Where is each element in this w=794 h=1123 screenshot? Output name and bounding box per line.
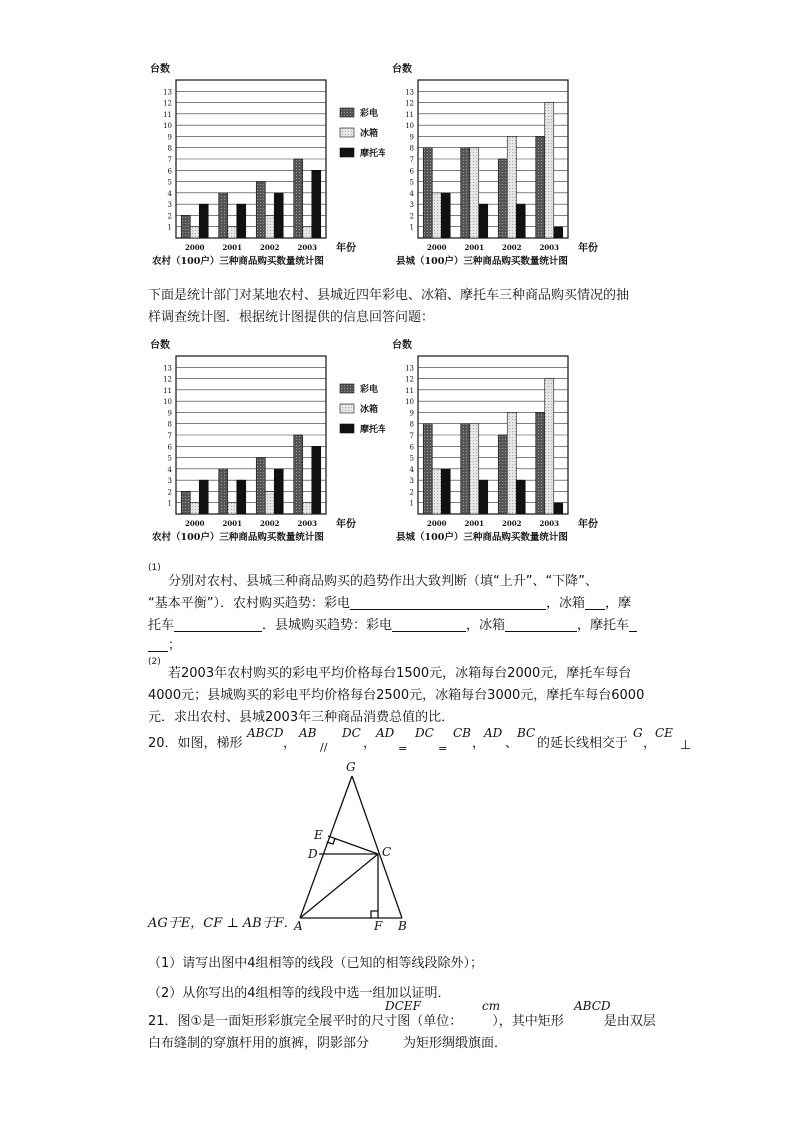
x-tick-label: 2001: [222, 519, 242, 528]
bar-冰箱-2000: [190, 227, 199, 238]
legend-swatch-彩电: [340, 384, 354, 393]
bar-彩电-2001: [461, 424, 470, 514]
rural-chart-top-svg: [140, 58, 385, 268]
y-axis-title: 台数: [150, 340, 170, 351]
chart-caption: 农村（100户）三种商品购买数量统计图: [152, 532, 324, 543]
bar-摩托车-2001: [479, 480, 488, 514]
y-tick-label: 7: [409, 432, 414, 440]
y-tick-label: 9: [409, 133, 414, 142]
y-tick-label: 8: [409, 144, 414, 153]
y-tick-label: 6: [409, 443, 414, 452]
q2-line-3: 元．求出农村、县城2003年三种商品消费总值的比．: [148, 710, 455, 725]
p21-DCEF: DCEF: [385, 999, 421, 1013]
p21-cm: cm: [482, 999, 501, 1013]
y-tick-label: 4: [167, 465, 172, 474]
y-tick-label: 3: [167, 477, 172, 486]
y-axis-title: 台数: [392, 64, 412, 75]
q1-text-county-moto: ，摩托车: [577, 618, 630, 633]
q1-line-2: [148, 594, 631, 614]
p20-line-1: [148, 734, 243, 754]
y-tick-label: 3: [409, 477, 414, 486]
county-fridge-trend-blank[interactable]: [505, 617, 577, 632]
x-tick-label: 2001: [464, 519, 484, 528]
bar-摩托车-2000: [199, 480, 208, 514]
bar-冰箱-2000: [432, 469, 441, 514]
bar-彩电-2003: [294, 435, 303, 514]
x-tick-label: 2002: [260, 243, 280, 252]
q1-text-rural-fridge: ，冰箱: [545, 596, 585, 611]
y-tick-label: 6: [409, 167, 414, 176]
x-axis-unit: 年份: [336, 519, 356, 530]
y-tick-label: 10: [405, 398, 414, 407]
rural-chart-top: [140, 58, 385, 268]
bar-彩电-2002: [498, 159, 507, 238]
y-tick-label: 8: [167, 144, 172, 153]
rural-chart-bottom-svg: [140, 334, 385, 544]
y-tick-label: 11: [405, 110, 414, 119]
y-tick-label: 1: [167, 223, 172, 232]
bar-彩电-2000: [181, 491, 190, 514]
p20-AD-2: AD: [484, 726, 503, 740]
y-tick-label: 1: [409, 223, 414, 232]
q1-text-county-tv: ．县城购买趋势：彩电: [262, 618, 393, 633]
bar-彩电-2003: [536, 412, 545, 514]
p21-line-1: [148, 1012, 656, 1032]
p20-parallel: //: [320, 741, 328, 754]
y-tick-label: 3: [409, 201, 414, 210]
q1-line-1: 分别对农村、县城三种商品购买的趋势作出大致判断（填“上升”、“下降”、: [168, 574, 598, 589]
y-tick-label: 8: [409, 420, 414, 429]
bar-摩托车-2001: [479, 204, 488, 238]
y-tick-label: 4: [409, 465, 414, 474]
q2-number: (2): [148, 657, 161, 667]
bar-冰箱-2002: [507, 136, 516, 238]
y-tick-label: 11: [405, 386, 414, 395]
county-chart-top: [382, 58, 614, 268]
bar-彩电-2000: [181, 215, 190, 238]
p20-eq-2: =: [438, 742, 448, 755]
y-tick-label: 7: [409, 156, 414, 164]
bar-摩托车-2003: [312, 446, 321, 514]
county-moto-trend-blank-cont[interactable]: [148, 637, 168, 652]
y-tick-label: 5: [409, 454, 414, 463]
p20-comma-4: ，: [643, 736, 657, 751]
legend-swatch-彩电: [340, 108, 354, 117]
y-tick-label: 9: [409, 409, 414, 418]
bar-彩电-2002: [256, 458, 265, 514]
p20-G: G: [633, 726, 643, 740]
p20-prefix: 20．如图，梯形: [148, 736, 243, 751]
x-tick-label: 2002: [260, 519, 280, 528]
p20-DC: DC: [342, 726, 361, 740]
bar-冰箱-2001: [228, 503, 237, 514]
bar-摩托车-2000: [199, 204, 208, 238]
y-tick-label: 13: [163, 88, 172, 97]
bar-摩托车-2003: [554, 227, 563, 238]
label-A: A: [294, 919, 303, 933]
p20-AB: AB: [299, 726, 317, 740]
y-tick-label: 2: [409, 488, 414, 497]
bar-彩电-2003: [536, 136, 545, 238]
x-tick-label: 2003: [297, 519, 317, 528]
p20-sub-1: （1）请写出图中4组相等的线段（已知的相等线段除外）；: [148, 956, 484, 971]
legend-swatch-冰箱: [340, 404, 354, 413]
q1-line-3: [148, 616, 637, 636]
rural-moto-trend-blank[interactable]: [174, 617, 262, 632]
bar-冰箱-2001: [470, 424, 479, 514]
bar-摩托车-2003: [312, 170, 321, 238]
p20-eq-1: =: [398, 742, 408, 755]
x-axis-unit: 年份: [578, 243, 598, 254]
p20-DC-2: DC: [415, 726, 434, 740]
legend-label-摩托车: 摩托车: [360, 425, 385, 435]
bar-彩电-2001: [219, 193, 228, 238]
legend-swatch-摩托车: [340, 148, 354, 157]
y-tick-label: 1: [409, 499, 414, 508]
legend-swatch-冰箱: [340, 128, 354, 137]
y-tick-label: 1: [167, 499, 172, 508]
y-tick-label: 5: [167, 178, 172, 187]
q1-text-county-fridge: ，冰箱: [466, 618, 506, 633]
y-tick-label: 2: [167, 488, 172, 497]
q1-text-moto: 托车: [148, 618, 175, 633]
x-tick-label: 2000: [185, 519, 205, 528]
rural-fridge-trend-blank[interactable]: [585, 595, 605, 610]
bar-冰箱-2003: [545, 379, 554, 514]
intro-line-1: 下面是统计部门对某地农村、县城近四年彩电、冰箱、摩托车三种商品购买情况的抽: [148, 288, 630, 303]
county-chart-bottom-svg: [382, 334, 614, 544]
right-angle-mark-F: [371, 911, 378, 918]
bar-摩托车-2000: [441, 469, 450, 514]
p20-comma-2: ，: [363, 736, 377, 751]
county-chart-bottom: [382, 334, 614, 544]
y-tick-label: 7: [167, 156, 172, 164]
bar-冰箱-2001: [470, 148, 479, 238]
q1-text-rural-tv: “基本平衡”）．农村购买趋势：彩电: [148, 596, 350, 611]
chart-caption: 农村（100户）三种商品购买数量统计图: [152, 256, 324, 267]
bar-彩电-2000: [423, 424, 432, 514]
p20-CE: CE: [655, 726, 673, 740]
legend-label-摩托车: 摩托车: [360, 149, 385, 159]
p20-dun: 、: [505, 736, 519, 751]
y-tick-label: 10: [163, 122, 172, 131]
y-tick-label: 10: [405, 122, 414, 131]
bar-冰箱-2003: [545, 103, 554, 238]
y-axis-title: 台数: [150, 64, 170, 75]
legend-label-彩电: 彩电: [360, 385, 379, 395]
y-tick-label: 4: [167, 189, 172, 198]
p20-AD: AD: [376, 726, 395, 740]
y-tick-label: 11: [163, 386, 172, 395]
bar-彩电-2003: [294, 159, 303, 238]
bar-彩电-2001: [461, 148, 470, 238]
p20-comma-1: ，: [283, 736, 297, 751]
y-tick-label: 13: [405, 364, 414, 373]
p20-ABCD: ABCD: [247, 726, 284, 740]
y-tick-label: 5: [167, 454, 172, 463]
q1-number: (1): [148, 563, 161, 573]
y-tick-label: 9: [167, 133, 172, 142]
y-tick-label: 8: [167, 420, 172, 429]
bar-彩电-2000: [423, 148, 432, 238]
bar-冰箱-2002: [265, 215, 274, 238]
x-axis-unit: 年份: [336, 243, 356, 254]
label-E: E: [314, 828, 323, 842]
legend-label-冰箱: 冰箱: [360, 405, 379, 415]
label-C: C: [382, 845, 392, 859]
bar-冰箱-2003: [303, 227, 312, 238]
y-tick-label: 2: [409, 212, 414, 221]
legend-swatch-摩托车: [340, 424, 354, 433]
y-tick-label: 10: [163, 398, 172, 407]
label-B: B: [398, 919, 407, 933]
q1-semicolon: ；: [168, 638, 182, 653]
label-D: D: [308, 847, 318, 861]
bar-冰箱-2003: [303, 503, 312, 514]
x-tick-label: 2001: [222, 243, 242, 252]
p20-sub-2: （2）从你写出的4组相等的线段中选一组加以证明．: [148, 986, 451, 1001]
y-tick-label: 6: [167, 443, 172, 452]
intro-line-2: 样调查统计图．根据统计图提供的信息回答问题：: [148, 310, 435, 325]
county-moto-trend-blank[interactable]: [629, 617, 637, 632]
bar-冰箱-2000: [190, 503, 199, 514]
p21-ABCD: ABCD: [574, 999, 611, 1013]
y-tick-label: 5: [409, 178, 414, 187]
bar-冰箱-2002: [507, 412, 516, 514]
trapezoid-figure: [290, 758, 420, 933]
y-tick-label: 3: [167, 201, 172, 210]
x-tick-label: 2002: [502, 519, 522, 528]
bar-摩托车-2000: [441, 193, 450, 238]
y-tick-label: 7: [167, 432, 172, 440]
county-tv-trend-blank[interactable]: [392, 617, 466, 632]
x-tick-label: 2000: [185, 243, 205, 252]
q2-line-2: 4000元；县城购买的彩电平均价格每台2500元，冰箱每台3000元，摩托车每台6000: [148, 688, 645, 703]
y-tick-label: 12: [163, 375, 172, 384]
p21-text-c: 是由双层: [603, 1014, 656, 1029]
p20-line-2: AG于E，CF ⊥ AB于F．: [148, 916, 297, 931]
bar-摩托车-2001: [237, 204, 246, 238]
bar-摩托车-2002: [516, 480, 525, 514]
x-tick-label: 2000: [427, 519, 447, 528]
x-tick-label: 2003: [539, 519, 559, 528]
bar-摩托车-2002: [516, 204, 525, 238]
x-tick-label: 2003: [297, 243, 317, 252]
p21-text-b: ），其中矩形: [492, 1014, 564, 1029]
p20-CB: CB: [453, 726, 471, 740]
p20-perp: ⊥: [680, 738, 692, 753]
label-F: F: [374, 919, 383, 933]
y-tick-label: 4: [409, 189, 414, 198]
y-tick-label: 11: [163, 110, 172, 119]
legend-label-彩电: 彩电: [360, 109, 379, 119]
y-axis-title: 台数: [392, 340, 412, 351]
p21-text-a: 21．图①是一面矩形彩旗完全展平时的尺寸图（单位：: [148, 1014, 463, 1029]
bar-冰箱-2000: [432, 193, 441, 238]
y-tick-label: 6: [167, 167, 172, 176]
y-tick-label: 12: [163, 99, 172, 108]
p20-extension-text: 的延长线相交于: [537, 736, 629, 751]
y-tick-label: 12: [405, 375, 414, 384]
y-tick-label: 9: [167, 409, 172, 418]
x-axis-unit: 年份: [578, 519, 598, 530]
y-tick-label: 2: [167, 212, 172, 221]
q1-text-rural-moto: ，摩: [605, 596, 632, 611]
bar-彩电-2002: [498, 435, 507, 514]
x-tick-label: 2003: [539, 243, 559, 252]
x-tick-label: 2002: [502, 243, 522, 252]
x-tick-label: 2000: [427, 243, 447, 252]
y-tick-label: 13: [405, 88, 414, 97]
x-tick-label: 2001: [464, 243, 484, 252]
bar-冰箱-2001: [228, 227, 237, 238]
bar-摩托车-2002: [274, 193, 283, 238]
label-G: G: [346, 760, 356, 774]
bar-冰箱-2002: [265, 491, 274, 514]
bar-摩托车-2001: [237, 480, 246, 514]
p21-text-d: 白布缝制的穿旗杆用的旗裤，阴影部分: [148, 1036, 370, 1051]
bar-摩托车-2002: [274, 469, 283, 514]
p21-text-e: 为矩形绸缎旗面．: [403, 1036, 508, 1051]
rural-chart-bottom: [140, 334, 385, 544]
chart-caption: 县城（100户）三种商品购买数量统计图: [396, 532, 568, 543]
p20-comma-3: ，: [472, 736, 486, 751]
chart-caption: 县城（100户）三种商品购买数量统计图: [396, 256, 568, 267]
county-chart-top-svg: [382, 58, 614, 268]
y-tick-label: 12: [405, 99, 414, 108]
bar-彩电-2001: [219, 469, 228, 514]
bar-彩电-2002: [256, 182, 265, 238]
p20-BC: BC: [517, 726, 536, 740]
p21-line-2: [148, 1034, 507, 1054]
q2-line-1: 若2003年农村购买的彩电平均价格每台1500元，冰箱每台2000元，摩托车每台: [168, 666, 632, 681]
bar-摩托车-2003: [554, 503, 563, 514]
rural-tv-trend-blank[interactable]: [350, 595, 546, 610]
legend-label-冰箱: 冰箱: [360, 129, 379, 139]
y-tick-label: 13: [163, 364, 172, 373]
